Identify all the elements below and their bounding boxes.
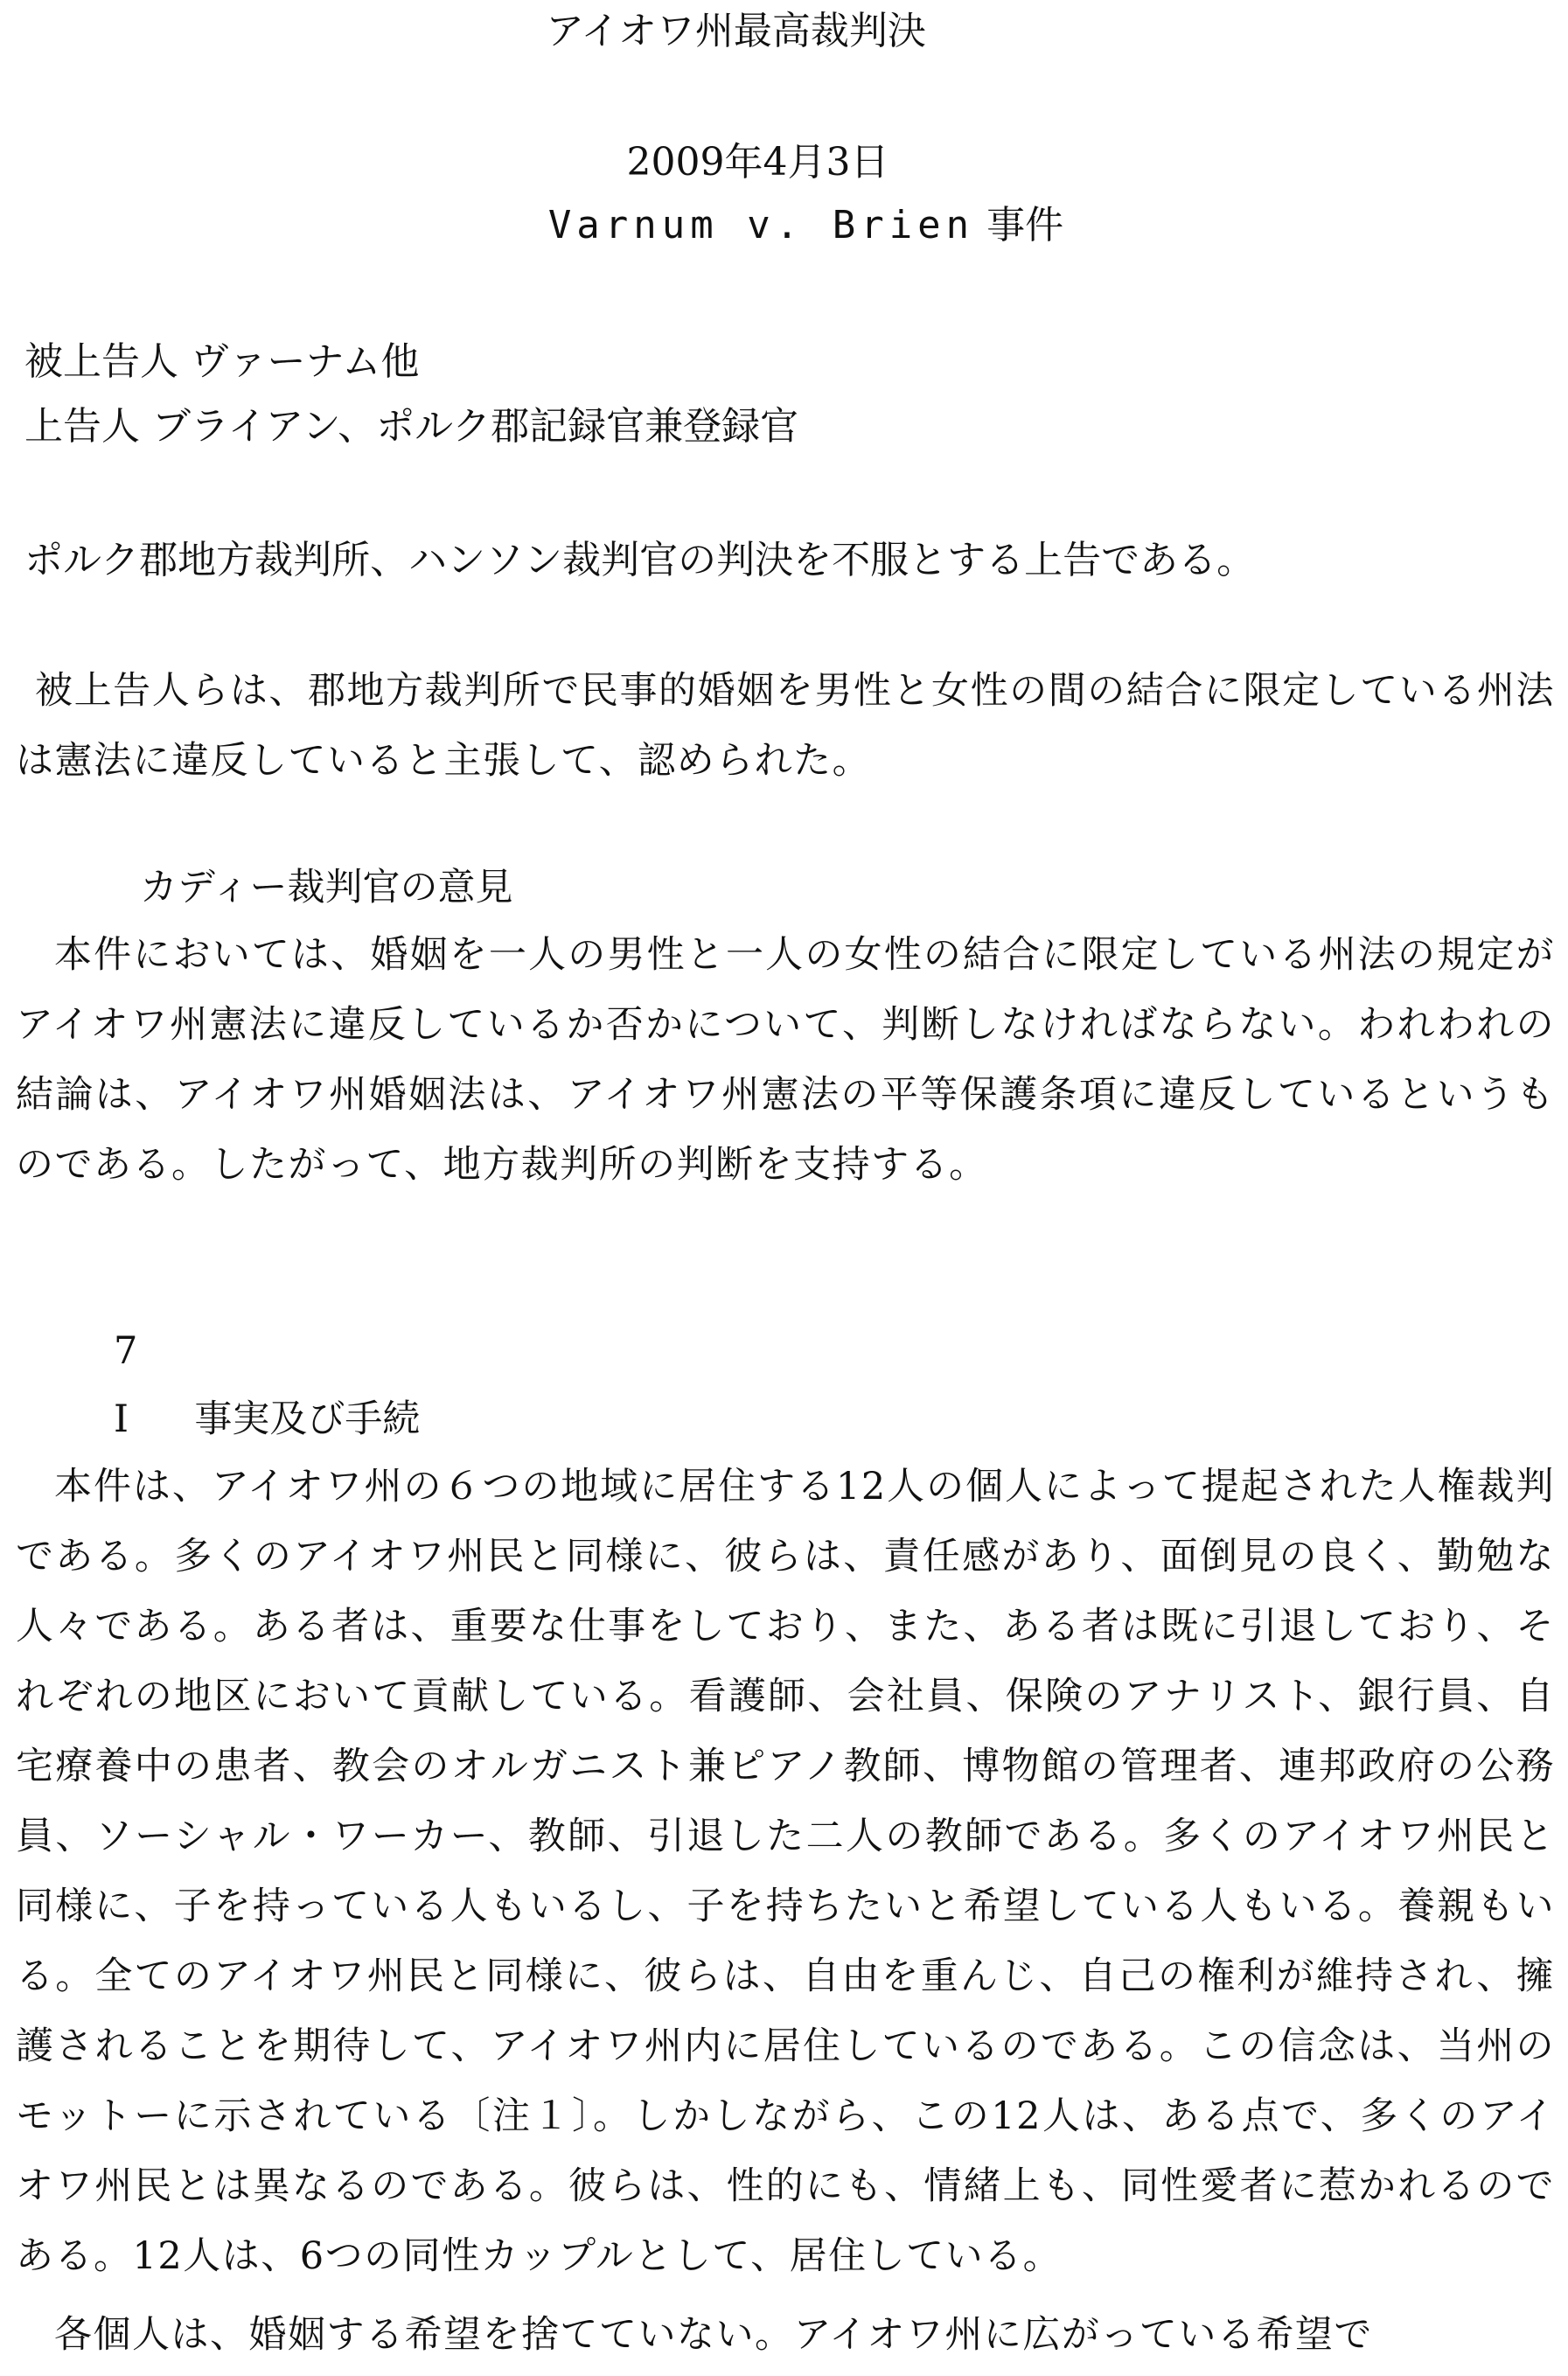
facts-paragraph-1: 本件は、アイオワ州の６つの地域に居住する12人の個人によって提起された人権裁判である。多くのアイオワ州民と同様に、彼らは、責任感があり、面倒見の良く、勤勉な人々である。ある者は、重要な仕事をしており、また、ある者は既に引退しており、それぞれの地区において貢献している。看護師、会社員、保険のアナリスト、銀行員、自宅療養中の患者、教会のオルガニスト兼ピアノ教師、博物館の管理者、連邦政府の公務員、ソーシャル・ワーカー、教師、引退した二人の教師である。多くのアイオワ州民と同様に、子を持っている人もいるし、子を持ちたいと希望している人もいる。養親もいる。全てのアイオワ州民と同様に、彼らは、自由を重んじ、自己の権利が維持され、擁護されることを期待して、アイオワ州内に居住しているのである。この信念は、当州のモットーに示されている〔注１〕。しかしながら、この12人は、ある点で、多くのアイオワ州民とは異なるのである。彼らは、性的にも、情緒上も、同性愛者に惹かれるのである。12人は、6つの同性カップルとして、居住している。 — [16, 1465, 1555, 2278]
appeal-statement: ポルク郡地方裁判所、ハンソン裁判官の判決を不服とする上告である。 — [24, 538, 1256, 582]
page-number: 7 — [114, 1329, 138, 1373]
court-title: アイオワ州最高裁判決 — [546, 9, 926, 53]
facts-paragraph-2: 各個人は、婚姻する希望を捨てていない。アイオワ州に広がっている希望で — [54, 2313, 1373, 2357]
case-name-latin: Varnum v. Brien — [547, 203, 975, 247]
appellee-line: 被上告人 ヴァーナム他 — [24, 339, 420, 384]
section-title: 事実及び手続 — [194, 1397, 421, 1441]
case-suffix: 事件 — [986, 203, 1064, 247]
appellant-line: 上告人 ブライアン、ポルク郡記録官兼登録官 — [24, 404, 799, 449]
section-heading — [114, 1397, 420, 1443]
opinion-heading: カディー裁判官の意見 — [140, 866, 513, 909]
decision-date: 2009年4月3日 — [626, 140, 889, 185]
section-numeral: I — [114, 1397, 129, 1441]
case-name — [22, 203, 1568, 249]
summary-paragraph: 被上告人らは、郡地方裁判所で民事的婚姻を男性と女性の間の結合に限定している州法は憲法に違反していると主張して、認められた。 — [16, 669, 1555, 783]
opinion-paragraph: 本件においては、婚姻を一人の男性と一人の女性の結合に限定している州法の規定がアイオワ州憲法に違反しているか否かについて、判断しなければならない。われわれの結論は、アイオワ州婚姻法は、アイオワ州憲法の平等保護条項に違反しているというものである。したがって、地方裁判所の判断を支持する。 — [16, 933, 1555, 1187]
